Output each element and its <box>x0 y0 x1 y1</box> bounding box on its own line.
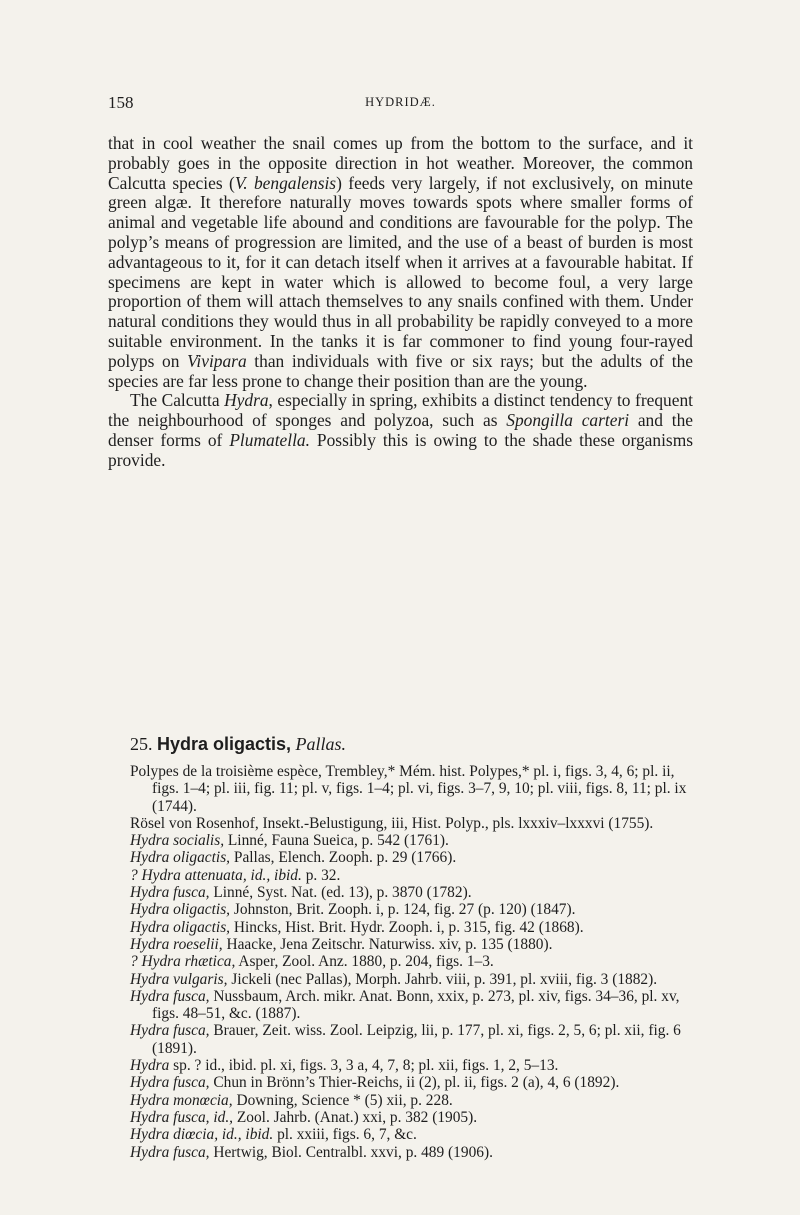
italic-term: Spongilla carteri <box>506 410 630 431</box>
text-run: Possibly this is owing to the shade these organisms provide. <box>108 429 693 470</box>
synonymy-entry <box>130 849 693 866</box>
synonym-name: Hydra socialis, <box>130 832 225 850</box>
synonymy-entry <box>130 1144 693 1161</box>
text-run: , especially in spring, exhibits a distinct tendency to frequent the neighbourhood of sponges and polyzoa, such as <box>108 390 693 431</box>
synonym-name: ? Hydra attenuata, id., ibid. <box>130 866 302 884</box>
synonym-citation: Nussbaum, Arch. mikr. Anat. Bonn, xxix, p. 273, pl. xiv, figs. 34–36, pl. xv, figs. 48–51, &c. (1887). <box>152 987 680 1023</box>
synonym-citation: Linné, Syst. Nat. (ed. 13), p. 3870 (1782). <box>209 884 472 902</box>
synonym-name: Hydra oligactis, <box>130 901 231 919</box>
species-authority: Pallas. <box>295 734 347 754</box>
synonym-name: Hydra fusca, <box>130 1022 210 1040</box>
synonymy-entry <box>130 1074 693 1091</box>
synonymy-entry <box>130 832 693 849</box>
synonymy-entry <box>130 953 693 970</box>
synonym-name: Hydra <box>130 1057 170 1075</box>
synonym-name: Hydra oligactis, <box>130 918 231 936</box>
running-head: HYDRIDÆ. <box>365 95 436 109</box>
synonymy-entry <box>130 1109 693 1126</box>
synonym-name: Hydra fusca, <box>130 1074 210 1092</box>
synonym-citation: Rösel von Rosenhof, Insekt.-Belustigung, iii, Hist. Polyp., pls. lxxxiv–lxxxvi (1755). <box>130 814 654 832</box>
synonym-citation: Downing, Science * (5) xii, p. 228. <box>232 1091 453 1109</box>
synonym-citation: p. 32. <box>301 866 341 884</box>
italic-term: Hydra <box>224 390 269 411</box>
synonymy-entry <box>130 1092 693 1109</box>
synonymy-entry <box>130 1126 693 1143</box>
text-run: that in cool weather the snail comes up from the bottom to the surface, and it probably goes in the opposite direction in hot weather. Moreover, the common Calcutta species ( <box>108 133 693 193</box>
synonym-citation: Chun in Brönn’s Thier-Reichs, ii (2), pl. ii, figs. 2 (a), 4, 6 (1892). <box>209 1074 620 1092</box>
text-run: and the denser forms of <box>108 410 693 450</box>
text-run: ) feeds very largely, if not exclusively, on minute green algæ. It therefore naturally moves towards spots where smaller forms of animal and vegetable life abound and conditions are favourable for the polyp. The polyp’s means of progression are limited, and the use of a beast of burden is most advantageous to it, for it can detach itself when it arrives at a favourable habitat. If specimens are kept in water which is allowed to become foul, a very large proportion of them will attach themselves to any snails confined with them. Under natural conditions they would thus in all probability be rapidly conveyed to a more suitable environment. In the tanks it is far commoner to find young four-rayed polyps on <box>108 172 693 371</box>
section-number: 25. <box>130 734 153 754</box>
synonym-citation: Linné, Fauna Sueica, p. 542 (1761). <box>224 832 449 850</box>
synonym-citation: Asper, Zool. Anz. 1880, p. 204, figs. 1–3. <box>235 953 494 971</box>
synonym-citation: Pallas, Elench. Zooph. p. 29 (1766). <box>230 849 457 867</box>
synonym-name: Hydra oligactis, <box>130 849 231 867</box>
synonym-citation: pl. xxiii, figs. 6, 7, &c. <box>273 1126 417 1144</box>
synonymy-entry <box>130 1057 693 1074</box>
synonym-citation: Hertwig, Biol. Centralbl. xxvi, p. 489 (1906). <box>209 1143 493 1161</box>
synonym-citation: sp. ? id., ibid. pl. xi, figs. 3, 3 a, 4, 7, 8; pl. xii, figs. 1, 2, 5–13. <box>169 1057 559 1075</box>
synonym-name: Hydra fusca, <box>130 987 210 1005</box>
paragraph <box>108 391 693 470</box>
synonymy-entry <box>130 901 693 918</box>
synonymy-entry <box>130 936 693 953</box>
paragraph <box>108 134 693 391</box>
synonymy-entry <box>130 971 693 988</box>
synonymy-entry <box>130 867 693 884</box>
page-number: 158 <box>108 93 134 112</box>
synonym-name: Hydra vulgaris, <box>130 970 228 988</box>
synonym-name: ? Hydra rhætica, <box>130 953 236 971</box>
synonymy-entry <box>130 763 693 815</box>
synonym-citation: Hincks, Hist. Brit. Hydr. Zooph. i, p. 315, fig. 42 (1868). <box>230 918 584 936</box>
synonym-citation: Zool. Jahrb. (Anat.) xxi, p. 382 (1905). <box>233 1108 478 1126</box>
synonym-name: Hydra fusca, id., <box>130 1108 234 1126</box>
synonym-citation: Polypes de la troisième espèce, Trembley,* Mém. hist. Polypes,* pl. i, figs. 3, 4, 6; pl. ii, figs. 1–4; pl. iii, fig. 11; pl. v, figs. 1–4; pl. vi, figs. 3–7, 9, 10; pl. viii, figs. 8, 11; pl. ix (1744). <box>130 763 687 815</box>
synonym-name: Hydra fusca, <box>130 884 210 902</box>
synonym-citation: Brauer, Zeit. wiss. Zool. Leipzig, lii, p. 177, pl. xi, figs. 2, 5, 6; pl. xii, fig. 6 (1891). <box>152 1022 681 1057</box>
synonymy-entry <box>130 919 693 936</box>
synonym-name: Hydra roeselii, <box>130 935 223 953</box>
synonym-name: Hydra fusca, <box>130 1143 210 1161</box>
page-header <box>108 93 693 115</box>
section-heading <box>130 733 690 755</box>
synonym-citation: Johnston, Brit. Zooph. i, p. 124, fig. 27 (p. 120) (1847). <box>230 901 576 919</box>
italic-term: Vivipara <box>187 350 247 371</box>
synonymy-entry <box>130 884 693 901</box>
synonym-name: Hydra monœcia, <box>130 1091 233 1109</box>
text-run: than individuals with five or six rays; but the adults of the species are far less prone to change their position than are the young. <box>108 350 693 391</box>
synonym-citation: Jickeli (nec Pallas), Morph. Jahrb. viii, p. 391, pl. xviii, fig. 3 (1882). <box>227 970 658 988</box>
synonymy-entry <box>130 815 693 832</box>
synonym-name: Hydra diœcia, id., ibid. <box>130 1126 274 1144</box>
synonymy-entry <box>130 988 693 1023</box>
synonymy-list <box>130 763 693 1161</box>
text-run: The Calcutta <box>130 390 225 411</box>
italic-term: V. bengalensis <box>234 172 337 193</box>
italic-term: Plumatella. <box>229 429 310 450</box>
body-text <box>108 134 693 471</box>
synonymy-entry <box>130 1022 693 1057</box>
species-name: Hydra oligactis, <box>157 734 292 754</box>
synonym-citation: Haacke, Jena Zeitschr. Naturwiss. xiv, p. 135 (1880). <box>222 935 553 953</box>
